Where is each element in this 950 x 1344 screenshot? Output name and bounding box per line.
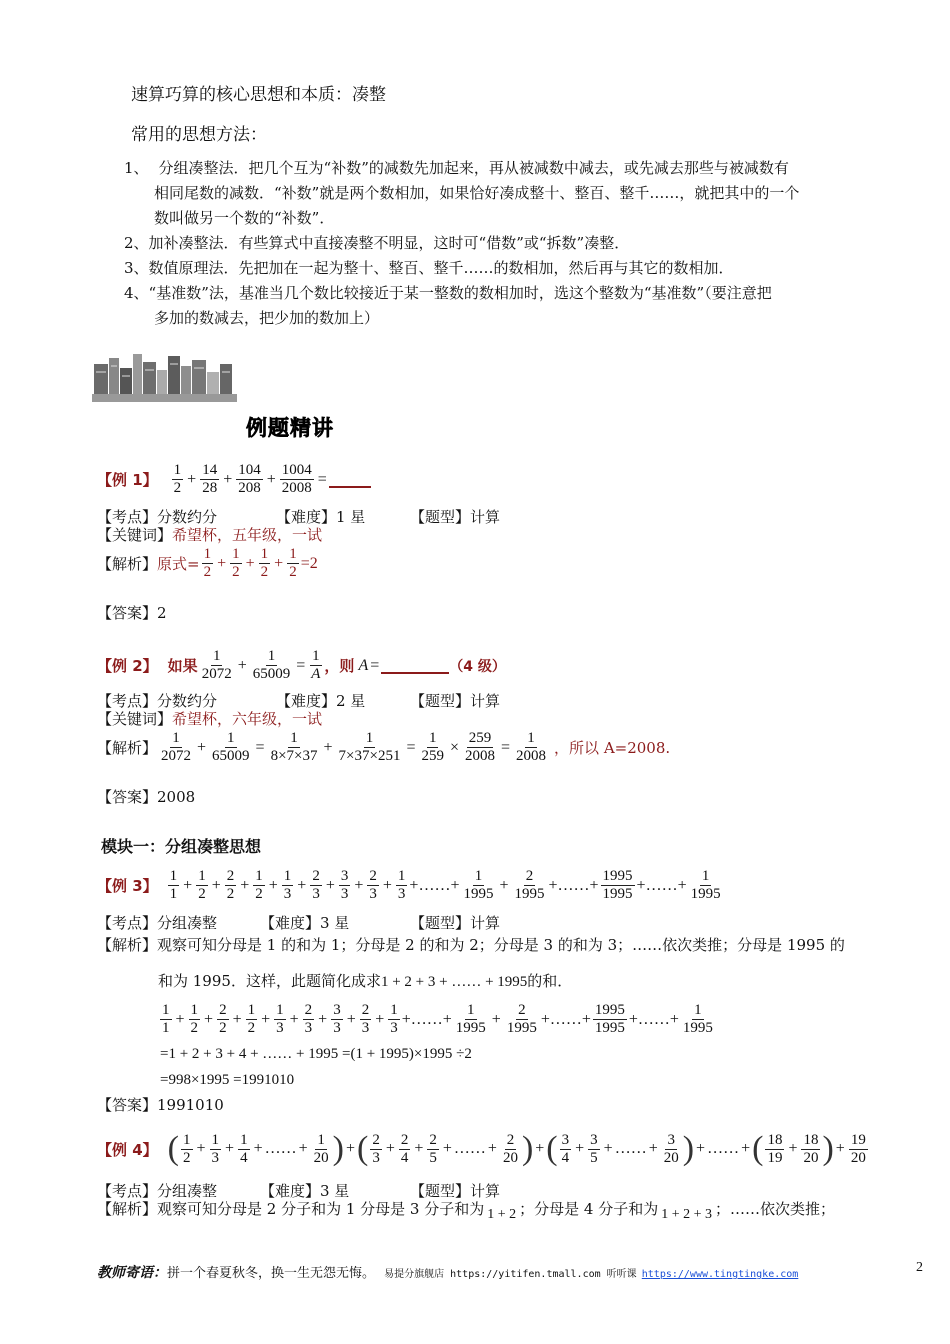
example-3-solution-expression: $\frac{1}{1}$ + $\frac{1}{2}$ + $\frac{2}{2}$ + $\frac{1}{2}$ + $\frac{1}{3}$ + $\frac{2}{3}$ + $\frac{3}{3}$ + $\frac{2}{3}$ + $\frac{1}{3}$ +……+ $\frac{1}{1995}$ + $\frac{2}{1995}$ +……+ $\frac{1995}{1995}$ +……+ $\frac{1}{1995}$ <box>162 1002 713 1036</box>
method-1-line-2: 相同尾数的减数．“补数”就是两个数相加，如果恰好凑成整十、整百、整千……，就把其中的一个 <box>154 184 800 202</box>
example-1-tixing: 【题型】计算 <box>410 508 501 526</box>
footer-motto: 拼一个春夏秋冬，换一生无怨无悔。 <box>167 1266 376 1281</box>
page-number: 2 <box>916 1260 923 1275</box>
fraction: $\frac{14}{28}$ <box>202 462 218 496</box>
fraction: $\frac{1}{2}$ <box>173 462 182 496</box>
method-2-num: 2、 <box>124 234 149 252</box>
example-2-keywords: 【关键词】希望杯，六年级，一试 <box>97 710 323 728</box>
example-1-kaodian: 【考点】分数约分 <box>97 508 218 526</box>
method-1-line-1: 分组凑整法．把几个互为“补数”的减数先加起来，再从被减数中减去，或先减去那些与被减数有 <box>158 159 789 177</box>
method-4 <box>124 282 772 303</box>
footer-link[interactable]: https://www.tingtingke.com <box>641 1269 799 1280</box>
example-1-label: 【例 1】 <box>97 471 158 489</box>
example-4-kaodian: 【考点】分组凑整 <box>97 1182 218 1200</box>
example-2-kaodian: 【考点】分数约分 <box>97 692 218 710</box>
footer-shop: 易提分旗舰店 https://yitifen.tmall.com 听听课 <box>384 1269 637 1280</box>
footer-label: 教师寄语： <box>97 1265 167 1281</box>
method-3 <box>124 257 734 278</box>
example-2-nandu: 【难度】2 星 <box>276 692 366 710</box>
module-title: 模块一：分组凑整思想 <box>101 837 262 856</box>
example-4-tixing: 【题型】计算 <box>410 1182 501 1200</box>
answer-blank <box>329 472 371 488</box>
example-3-answer: 【答案】1991010 <box>97 1096 224 1114</box>
example-2-solution: 【解析】 $\frac{1}{2072}$ + $\frac{1}{65009}$ = $\frac{1}{8\times 7\times 37}$ + $\frac{1}{7\times 37\times 251}$ = $\frac{1}{259}$ × $\frac{259}{2008}$ = $\frac{1}{2008}$ ，所以 A=2008. <box>97 730 671 764</box>
example-1-problem: 【例 1】 $\frac{1}{2}$ + $\frac{14}{28}$ + $\frac{104}{208}$ + $\frac{1004}{2008}$ = <box>97 462 371 497</box>
example-4-nandu: 【难度】3 星 <box>260 1182 350 1200</box>
example-3-solution-line-1: 【解析】观察可知分母是 1 的和为 1；分母是 2 的和为 2；分母是 3 的和为 3；……依次类推；分母是 1995 的 <box>97 936 845 954</box>
example-3-problem: 【例 3】 $\frac{1}{1}$ + $\frac{1}{2}$ + $\frac{2}{2}$ + $\frac{1}{2}$ + $\frac{1}{3}$ + $\frac{2}{3}$ + $\frac{3}{3}$ + $\frac{2}{3}$ + $\frac{1}{3}$ +……+ $\frac{1}{1995}$ + $\frac{2}{1995}$ +……+ $\frac{1995}{1995}$ +……+ $\frac{1}{1995}$ <box>97 868 721 902</box>
example-3-step-2: =1 + 2 + 3 + 4 + …… + 1995 =(1 + 1995)×1995 ÷2 <box>160 1046 472 1062</box>
example-4-label: 【例 4】 <box>97 1140 158 1159</box>
method-4-num: 4、 <box>124 284 149 302</box>
section-title: 速算巧算的核心思想和本质：凑整 <box>131 85 386 105</box>
banner-title: 例题精讲 <box>246 416 334 440</box>
fraction: $\frac{104}{208}$ <box>238 462 261 496</box>
method-1-num: 1、 <box>124 159 149 177</box>
method-1-line-3: 数叫做另一个数的“补数”． <box>154 209 335 227</box>
method-1 <box>124 157 789 178</box>
example-4-solution: 【解析】观察可知分母是 2 分子和为 1 分母是 3 分子和为 1 + 2 ；分母是 4 分子和为 1 + 2 + 3 ；……依次类推； <box>97 1200 836 1222</box>
example-2-tixing: 【题型】计算 <box>410 692 501 710</box>
methods-subtitle: 常用的思想方法： <box>131 125 267 145</box>
example-2-problem: 【例 2】 如果 $\frac{1}{2072}$ + $\frac{1}{65009}$ = $\frac{1}{A}$ ，则 A = （4 级） <box>97 648 506 682</box>
example-2-label: 【例 2】 <box>97 657 158 675</box>
method-4-line-1: “基准数”法，基准当几个数比较接近于某一整数的数相加时，选这个整数为“基准数”（要注意把 <box>148 284 772 302</box>
example-3-tixing: 【题型】计算 <box>410 914 501 932</box>
method-2 <box>124 232 629 253</box>
method-3-line: 数值原理法．先把加在一起为整十、整百、整千……的数相加，然后再与其它的数相加． <box>148 259 734 277</box>
example-3-nandu: 【难度】3 星 <box>260 914 350 932</box>
answer-blank <box>381 658 449 674</box>
example-1-keywords: 【关键词】希望杯，五年级，一试 <box>97 526 323 544</box>
example-2-answer: 【答案】2008 <box>97 788 196 806</box>
example-3-kaodian: 【考点】分组凑整 <box>97 914 218 932</box>
example-3-solution-line-2: 和为 1995．这样，此题简化成求1 + 2 + 3 + …… + 1995的和． <box>158 972 573 990</box>
example-1-answer: 【答案】2 <box>97 604 167 622</box>
method-3-num: 3、 <box>124 259 149 277</box>
example-3-step-3: =998×1995 =1991010 <box>160 1072 295 1088</box>
example-3-label: 【例 3】 <box>97 877 158 895</box>
method-4-line-2: 多加的数减去，把少加的数加上） <box>154 309 380 327</box>
example-1-solution: 【解析】 原式= $\frac{1}{2}$ + $\frac{1}{2}$ + $\frac{1}{2}$ + $\frac{1}{2}$ =2 <box>97 546 318 580</box>
method-2-line: 加补凑整法．有些算式中直接凑整不明显，这时可“借数”或“拆数”凑整． <box>148 234 630 252</box>
books-illustration <box>92 350 237 406</box>
example-1-nandu: 【难度】1 星 <box>276 508 366 526</box>
example-4-problem: 【例 4】 ( $\frac{1}{2}$ + $\frac{1}{3}$ + $\frac{1}{4}$ + …… + $\frac{1}{20}$ ) + ( $\frac{2}{3}$ + $\frac{2}{4}$ + $\frac{2}{5}$ + …… + $\frac{2}{20}$ ) + ( $\frac{3}{4}$ + $\frac{3}{5}$ + …… + $\frac{3}{20}$ ) + …… + ( $\frac{18}{19}$ + $\frac{18}{20}$ ) + $\frac{19}{20}$ <box>97 1130 866 1167</box>
footer <box>97 1262 798 1282</box>
fraction: $\frac{1004}{2008}$ <box>281 462 312 496</box>
